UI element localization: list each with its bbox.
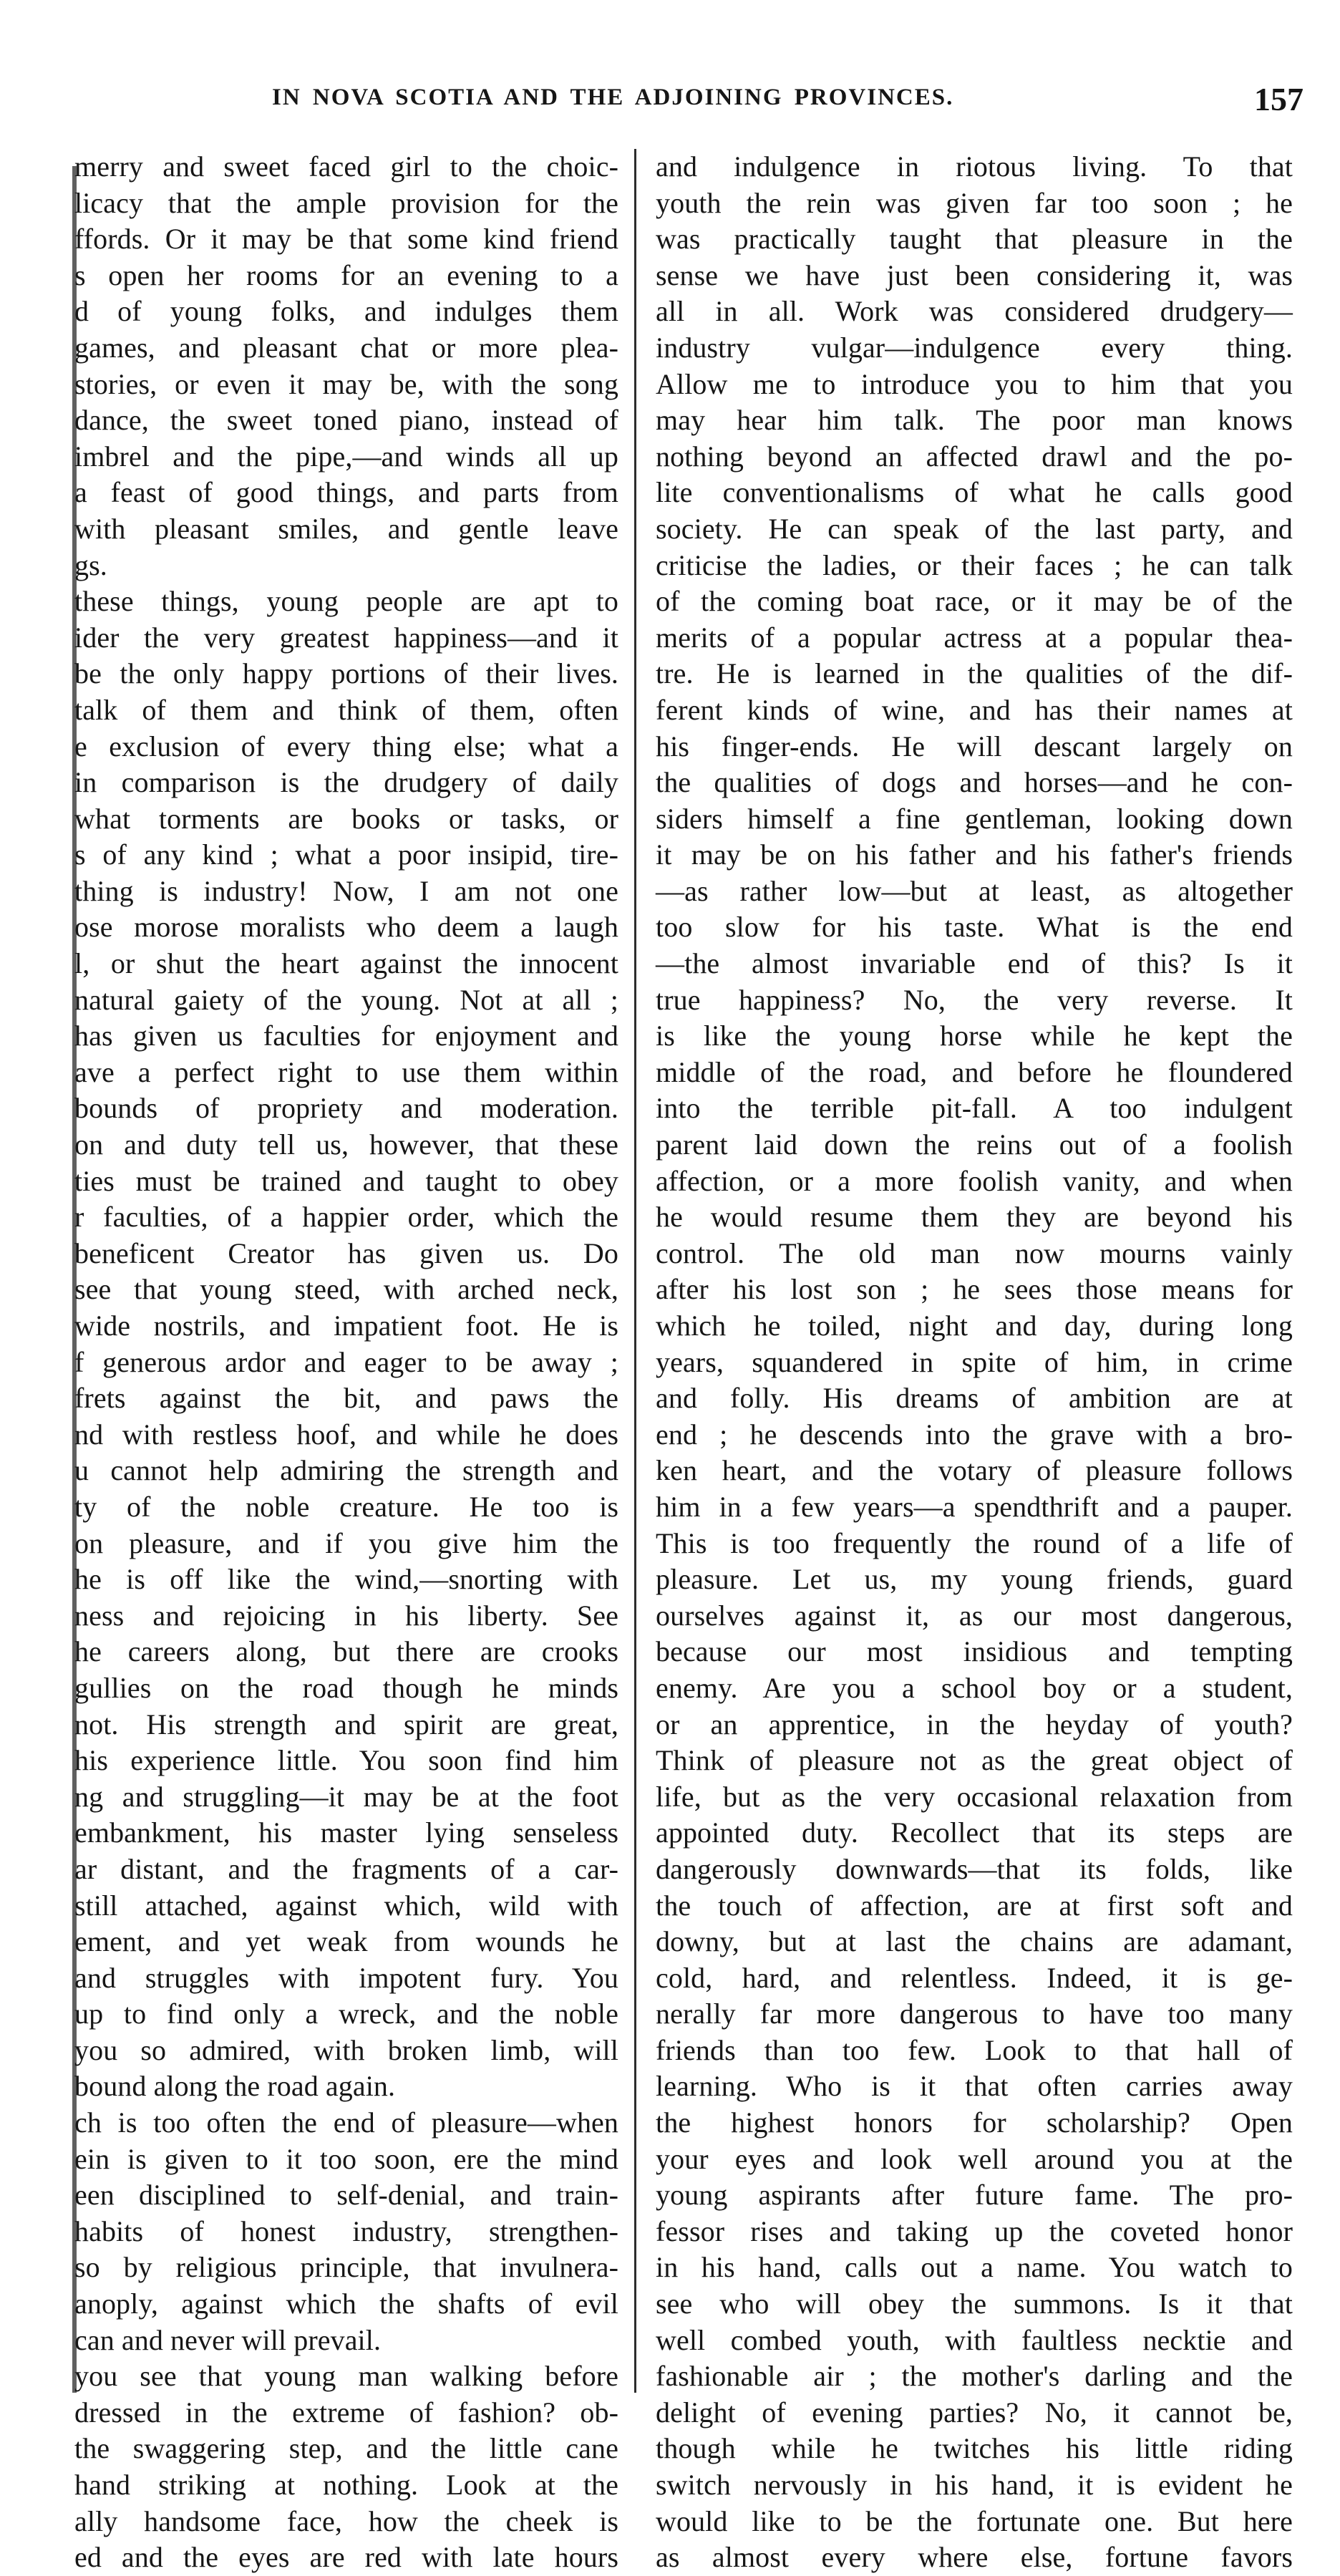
text-line: downy, but at last the chains are adamant,: [656, 1925, 1293, 1958]
left-text-column: [74, 149, 618, 2574]
text-line: f generous ardor and eager to be away ;: [74, 1345, 618, 1378]
text-line: end ; he descends into the grave with a bro-: [656, 1418, 1293, 1451]
running-head: [0, 81, 1340, 127]
text-line: gs.: [74, 548, 107, 581]
text-line: you so admired, with broken limb, will: [74, 2033, 618, 2066]
text-line: pleasure. Let us, my young friends, guard: [656, 1563, 1293, 1596]
text-line: would like to be the fortunate one. But here: [656, 2504, 1293, 2537]
text-line: the highest honors for scholarship? Open: [656, 2106, 1293, 2139]
text-line: too slow for his taste. What is the end: [656, 911, 1293, 944]
text-line: him in a few years—a spendthrift and a pauper.: [656, 1490, 1293, 1523]
text-line: d of young folks, and indulges them: [74, 295, 618, 328]
text-line: Think of pleasure not as the great object of: [656, 1744, 1293, 1777]
text-line: dangerously downwards—that its folds, like: [656, 1852, 1293, 1885]
text-line: he would resume them they are beyond his: [656, 1201, 1293, 1234]
text-line: the swaggering step, and the little cane: [74, 2432, 618, 2465]
text-line: into the terrible pit-fall. A too indulgent: [656, 1092, 1293, 1125]
text-line: bounds of propriety and moderation.: [74, 1092, 618, 1125]
text-line: see that young steed, with arched neck,: [74, 1273, 618, 1306]
text-line: een disciplined to self-denial, and train-: [74, 2179, 618, 2212]
text-line: his finger-ends. He will descant largely on: [656, 730, 1293, 762]
text-line: because our most insidious and tempting: [656, 1635, 1293, 1668]
text-line: dressed in the extreme of fashion? ob-: [74, 2396, 618, 2429]
text-line: embankment, his master lying senseless: [74, 1816, 618, 1849]
text-line: though while he twitches his little riding: [656, 2432, 1293, 2465]
text-line: ties must be trained and taught to obey: [74, 1164, 618, 1197]
text-line: years, squandered in spite of him, in crime: [656, 1345, 1293, 1378]
text-line: s of any kind ; what a poor insipid, tire-: [74, 838, 618, 871]
text-line: ed and the eyes are red with late hours: [74, 2541, 618, 2574]
text-line: ness and rejoicing in his liberty. See: [74, 1599, 618, 1632]
text-line: ty of the noble creature. He too is: [74, 1490, 618, 1523]
running-title: IN NOVA SCOTIA AND THE ADJOINING PROVINCES.: [272, 84, 954, 110]
text-line: habits of honest industry, strengthen-: [74, 2214, 618, 2247]
text-line: fessor rises and taking up the coveted honor: [656, 2214, 1293, 2247]
text-line: This is too frequently the round of a life of: [656, 1526, 1293, 1559]
text-line: natural gaiety of the young. Not at all ;: [74, 983, 618, 1016]
text-line: and folly. His dreams of ambition are at: [656, 1382, 1293, 1415]
text-line: life, but as the very occasional relaxation from: [656, 1780, 1293, 1813]
text-line: tre. He is learned in the qualities of the dif-: [656, 657, 1293, 690]
text-line: r faculties, of a happier order, which the: [74, 1201, 618, 1234]
text-line: up to find only a wreck, and the noble: [74, 1998, 618, 2030]
text-line: on and duty tell us, however, that these: [74, 1128, 618, 1161]
text-line: in comparison is the drudgery of daily: [74, 766, 618, 799]
text-line: the qualities of dogs and horses—and he con-: [656, 766, 1293, 799]
text-line: l, or shut the heart against the innocent: [74, 947, 618, 980]
text-line: or an apprentice, in the heyday of youth?: [656, 1708, 1293, 1740]
text-line: you see that young man walking before: [74, 2360, 618, 2393]
text-line: lite conventionalisms of what he calls good: [656, 476, 1293, 509]
text-line: the touch of affection, are at first soft and: [656, 1889, 1293, 1922]
text-line: true happiness? No, the very reverse. It: [656, 983, 1293, 1016]
text-line: with pleasant smiles, and gentle leave: [74, 512, 618, 545]
text-line: ally handsome face, how the cheek is: [74, 2504, 618, 2537]
text-line: was practically taught that pleasure in the: [656, 223, 1293, 256]
text-line: of the coming boat race, or it may be of the: [656, 585, 1293, 618]
text-line: his experience little. You soon find him: [74, 1744, 618, 1777]
text-line: be the only happy portions of their lives.: [74, 657, 618, 690]
text-line: ider the very greatest happiness—and it: [74, 621, 618, 654]
text-line: Allow me to introduce you to him that you: [656, 367, 1293, 400]
text-line: these things, young people are apt to: [74, 585, 618, 618]
text-line: young aspirants after future fame. The pro-: [656, 2179, 1293, 2212]
text-line: after his lost son ; he sees those means for: [656, 1273, 1293, 1306]
text-line: it may be on his father and his father's friends: [656, 838, 1293, 871]
column-divider: [634, 149, 636, 2393]
text-line: and indulgence in riotous living. To that: [656, 150, 1293, 183]
text-line: affection, or a more foolish vanity, and when: [656, 1164, 1293, 1197]
text-line: friends than too few. Look to that hall of: [656, 2033, 1293, 2066]
text-line: hand striking at nothing. Look at the: [74, 2469, 618, 2501]
text-line: not. His strength and spirit are great,: [74, 1708, 618, 1740]
text-line: anoply, against which the shafts of evil: [74, 2287, 618, 2320]
page-number: 157: [1254, 81, 1303, 117]
text-line: has given us faculties for enjoyment and: [74, 1020, 618, 1052]
text-line: criticise the ladies, or their faces ; he can talk: [656, 548, 1293, 581]
text-line: —the almost invariable end of this? Is it: [656, 947, 1293, 980]
text-line: ose morose moralists who deem a laugh: [74, 911, 618, 944]
text-line: siders himself a fine gentleman, looking down: [656, 802, 1293, 835]
text-line: e exclusion of every thing else; what a: [74, 730, 618, 762]
text-line: ave a perfect right to use them within: [74, 1055, 618, 1088]
text-line: as almost every where else, fortune favors: [656, 2541, 1293, 2574]
text-line: imbrel and the pipe,—and winds all up: [74, 440, 618, 473]
text-line: society. He can speak of the last party, and: [656, 512, 1293, 545]
text-line: ffords. Or it may be that some kind friend: [74, 223, 618, 256]
text-line: well combed youth, with faultless necktie and: [656, 2323, 1293, 2356]
right-text-column: [656, 149, 1293, 2574]
text-line: nerally far more dangerous to have too many: [656, 1998, 1293, 2030]
text-line: can and never will prevail.: [74, 2323, 382, 2356]
text-line: ein is given to it too soon, ere the mind: [74, 2142, 618, 2175]
text-line: so by religious principle, that invulnera-: [74, 2251, 618, 2284]
text-line: a feast of good things, and parts from: [74, 476, 618, 509]
text-line: in his hand, calls out a name. You watch to: [656, 2251, 1293, 2284]
text-line: ement, and yet weak from wounds he: [74, 1925, 618, 1958]
text-line: which he toiled, night and day, during long: [656, 1309, 1293, 1342]
text-line: nothing beyond an affected drawl and the po-: [656, 440, 1293, 473]
text-line: what torments are books or tasks, or: [74, 802, 618, 835]
text-line: he is off like the wind,—snorting with: [74, 1563, 618, 1596]
text-line: still attached, against which, wild with: [74, 1889, 618, 1922]
text-line: he careers along, but there are crooks: [74, 1635, 618, 1668]
text-line: delight of evening parties? No, it cannot be,: [656, 2396, 1293, 2429]
text-line: frets against the bit, and paws the: [74, 1382, 618, 1415]
text-line: —as rather low—but at least, as altogether: [656, 874, 1293, 907]
text-line: learning. Who is it that often carries away: [656, 2070, 1293, 2103]
text-line: dance, the sweet toned piano, instead of: [74, 404, 618, 437]
text-line: merits of a popular actress at a popular thea-: [656, 621, 1293, 654]
text-line: wide nostrils, and impatient foot. He is: [74, 1309, 618, 1342]
text-line: ken heart, and the votary of pleasure follows: [656, 1454, 1293, 1487]
text-line: and struggles with impotent fury. You: [74, 1961, 618, 1994]
text-line: is like the young horse while he kept the: [656, 1020, 1293, 1052]
text-line: parent laid down the reins out of a foolish: [656, 1128, 1293, 1161]
text-line: ch is too often the end of pleasure—when: [74, 2106, 618, 2139]
text-line: may hear him talk. The poor man knows: [656, 404, 1293, 437]
text-line: industry vulgar—indulgence every thing.: [656, 331, 1293, 364]
text-line: bound along the road again.: [74, 2070, 396, 2103]
text-line: fashionable air ; the mother's darling and the: [656, 2360, 1293, 2393]
text-line: ar distant, and the fragments of a car-: [74, 1852, 618, 1885]
text-line: middle of the road, and before he floundered: [656, 1055, 1293, 1088]
text-line: gullies on the road though he minds: [74, 1671, 618, 1704]
text-line: games, and pleasant chat or more plea-: [74, 331, 618, 364]
text-line: ferent kinds of wine, and has their names at: [656, 693, 1293, 726]
text-line: youth the rein was given far too soon ; he: [656, 186, 1293, 219]
text-line: ng and struggling—it may be at the foot: [74, 1780, 618, 1813]
text-line: merry and sweet faced girl to the choic-: [74, 150, 618, 183]
text-line: thing is industry! Now, I am not one: [74, 874, 618, 907]
text-line: ourselves against it, as our most dangerous,: [656, 1599, 1293, 1632]
text-line: s open her rooms for an evening to a: [74, 258, 618, 291]
text-line: sense we have just been considering it, was: [656, 258, 1293, 291]
text-line: your eyes and look well around you at the: [656, 2142, 1293, 2175]
text-line: on pleasure, and if you give him the: [74, 1526, 618, 1559]
text-line: see who will obey the summons. Is it that: [656, 2287, 1293, 2320]
text-line: appointed duty. Recollect that its steps are: [656, 1816, 1293, 1849]
text-line: cold, hard, and relentless. Indeed, it is ge-: [656, 1961, 1293, 1994]
text-line: beneficent Creator has given us. Do: [74, 1236, 618, 1269]
text-line: talk of them and think of them, often: [74, 693, 618, 726]
text-line: stories, or even it may be, with the song: [74, 367, 618, 400]
text-line: enemy. Are you a school boy or a student,: [656, 1671, 1293, 1704]
text-line: licacy that the ample provision for the: [74, 186, 618, 219]
text-line: all in all. Work was considered drudgery—: [656, 295, 1293, 328]
text-line: nd with restless hoof, and while he does: [74, 1418, 618, 1451]
text-line: control. The old man now mourns vainly: [656, 1236, 1293, 1269]
text-line: u cannot help admiring the strength and: [74, 1454, 618, 1487]
text-line: switch nervously in his hand, it is evident he: [656, 2469, 1293, 2501]
